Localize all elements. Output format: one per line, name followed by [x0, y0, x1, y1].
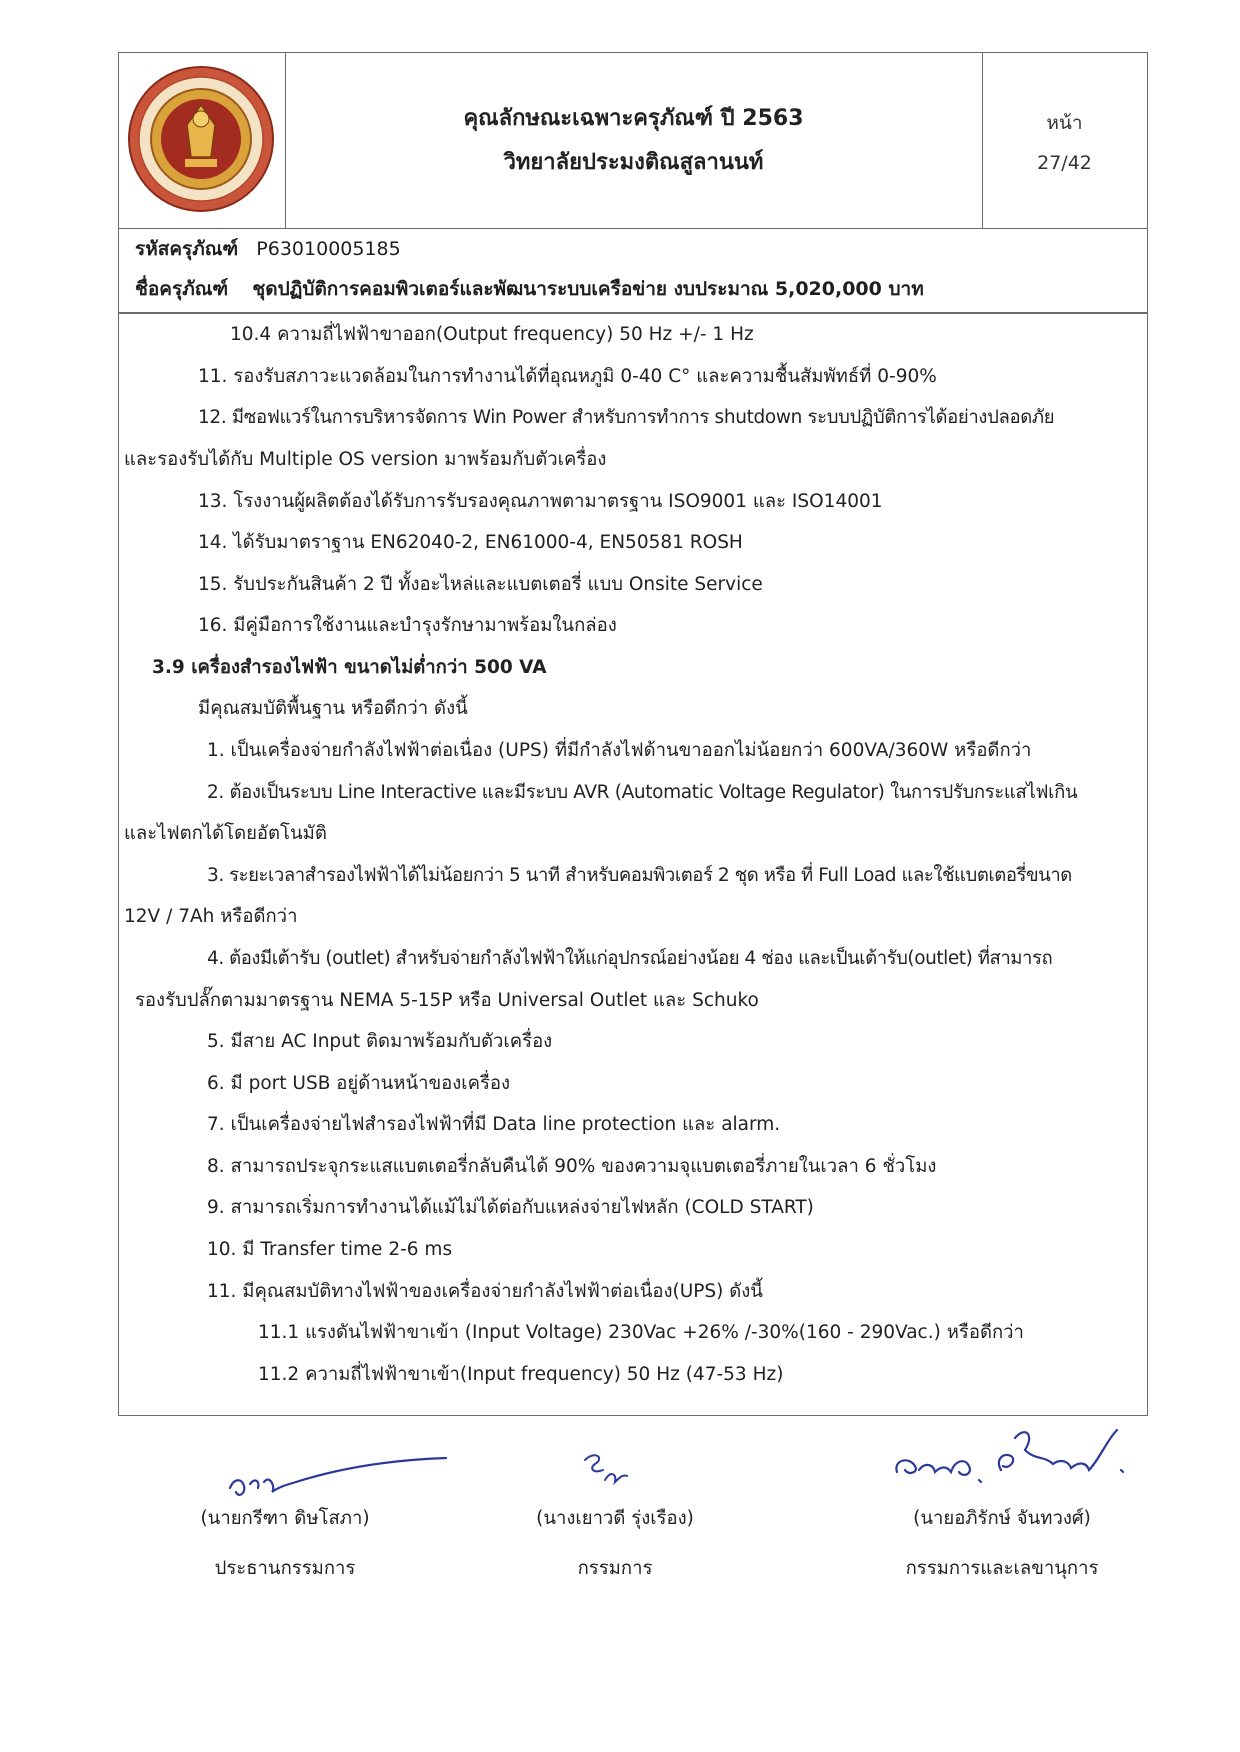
spec-line: 11.2 ความถี่ไฟฟ้าขาเข้า(Input frequency) 50 Hz (47-53 Hz) — [258, 1364, 784, 1385]
vocational-education-commission-seal-icon — [123, 61, 279, 217]
spec-line: 15. รับประกันสินค้า 2 ปี ทั้งอะไหล่และแบตเตอรี่ แบบ Onsite Service — [198, 574, 763, 595]
spec-line: 3. ระยะเวลาสำรองไฟฟ้าได้ไม่น้อยกว่า 5 นาที สำหรับคอมพิวเตอร์ 2 ชุด หรือ ที่ Full Load และใช้แบตเตอรี่ขนาด — [207, 865, 1072, 886]
spec-line: 11. รองรับสภาวะแวดล้อมในการทำงานได้ที่อุณหภูมิ 0-40 C° และความชื้นสัมพัทธ์ที่ 0-90% — [198, 366, 937, 387]
signature-mark-secretary — [885, 1420, 1145, 1500]
equipment-code-row — [135, 229, 1131, 269]
page-number: 27/42 — [1037, 151, 1092, 174]
spec-line: 5. มีสาย AC Input ติดมาพร้อมกับตัวเครื่อง — [207, 1031, 553, 1052]
logo-cell — [119, 53, 286, 228]
signatory-name: (นางเยาวดี รุ่งเรือง) — [536, 1508, 694, 1529]
spec-line: 9. สามารถเริ่มการทำงานได้แม้ไม่ได้ต่อกับแหล่งจ่ายไฟหลัก (COLD START) — [207, 1197, 814, 1218]
spec-line: 10. มี Transfer time 2-6 ms — [207, 1239, 453, 1260]
spec-line: 2. ต้องเป็นระบบ Line Interactive และมีระบบ AVR (Automatic Voltage Regulator) ในการปรับกระแสไฟเกิน — [207, 782, 1078, 803]
spec-line: 12V / 7Ah หรือดีกว่า — [124, 906, 298, 927]
equipment-name-row — [135, 269, 1131, 309]
signatory-role: กรรมการ — [577, 1558, 653, 1579]
signatory-name: (นายอภิรักษ์ จันทวงศ์) — [913, 1508, 1091, 1529]
document-title: คุณลักษณะเฉพาะครุภัณฑ์ ปี 2563 — [463, 105, 804, 131]
signatory-name: (นายกรีฑา ดิษโสภา) — [200, 1508, 370, 1529]
equipment-name-label: ชื่อครุภัณฑ์ — [135, 278, 229, 300]
document-header — [118, 52, 1148, 229]
page-label: หน้า — [1046, 111, 1083, 134]
institution-name: วิทยาลัยประมงติณสูลานนท์ — [503, 149, 764, 175]
spec-line: 8. สามารถประจุกระแสแบตเตอรี่กลับคืนได้ 90% ของความจุแบตเตอรี่ภายในเวลา 6 ชั่วโมง — [207, 1156, 937, 1177]
signature-block-member — [495, 1502, 735, 1586]
title-cell — [285, 53, 983, 228]
spec-line: 12. มีซอฟแวร์ในการบริหารจัดการ Win Power สำหรับการทำการ shutdown ระบบปฏิบัติการได้อย่างปลอดภัย — [198, 407, 1055, 428]
signature-mark-chairman — [220, 1438, 460, 1508]
spec-line: มีคุณสมบัติพื้นฐาน หรือดีกว่า ดังนี้ — [198, 698, 468, 719]
spec-line: 11.1 แรงดันไฟฟ้าขาเข้า (Input Voltage) 230Vac +26% /-30%(160 - 290Vac.) หรือดีกว่า — [258, 1322, 1024, 1343]
spec-line: 14. ได้รับมาตราฐาน EN62040-2, EN61000-4, EN50581 ROSH — [198, 532, 743, 553]
spec-line: 10.4 ความถี่ไฟฟ้าขาออก(Output frequency) 50 Hz +/- 1 Hz — [230, 324, 754, 345]
equipment-code-value: P63010005185 — [256, 238, 401, 260]
signatory-role: กรรมการและเลขานุการ — [905, 1558, 1099, 1579]
spec-line: และรองรับได้กับ Multiple OS version มาพร้อมกับตัวเครื่อง — [124, 449, 607, 470]
spec-line: 4. ต้องมีเต้ารับ (outlet) สำหรับจ่ายกำลังไฟฟ้าให้แก่อุปกรณ์อย่างน้อย 4 ช่อง และเป็นเต้ารับ(outlet) ที่สามารถ — [207, 948, 1053, 969]
signature-block-chairman — [165, 1502, 405, 1586]
spec-line: รองรับปลั๊กตามมาตรฐาน NEMA 5-15P หรือ Universal Outlet และ Schuko — [135, 990, 759, 1011]
signature-block-secretary — [872, 1502, 1132, 1586]
spec-line: 16. มีคู่มือการใช้งานและบำรุงรักษามาพร้อมในกล่อง — [198, 615, 617, 636]
signature-mark-member — [575, 1440, 635, 1500]
spec-line: และไฟตกได้โดยอัตโนมัติ — [124, 823, 327, 844]
spec-line: 7. เป็นเครื่องจ่ายไฟสำรองไฟฟ้าที่มี Data line protection และ alarm. — [207, 1114, 781, 1135]
spec-line: 13. โรงงานผู้ผลิตต้องได้รับการรับรองคุณภาพตามาตรฐาน ISO9001 และ ISO14001 — [198, 491, 883, 512]
spec-line: 6. มี port USB อยู่ด้านหน้าของเครื่อง — [207, 1073, 511, 1094]
equipment-name-value: ชุดปฏิบัติการคอมพิวเตอร์และพัฒนาระบบเครือข่าย งบประมาณ 5,020,000 บาท — [252, 278, 924, 300]
equipment-code-label: รหัสครุภัณฑ์ — [135, 238, 239, 260]
equipment-info — [118, 229, 1148, 313]
spec-line: 11. มีคุณสมบัติทางไฟฟ้าของเครื่องจ่ายกำลังไฟฟ้าต่อเนื่อง(UPS) ดังนี้ — [207, 1281, 763, 1302]
section-heading: 3.9 เครื่องสำรองไฟฟ้า ขนาดไม่ต่ำกว่า 500 VA — [152, 657, 547, 678]
spec-line: 1. เป็นเครื่องจ่ายกำลังไฟฟ้าต่อเนื่อง (UPS) ที่มีกำลังไฟด้านขาออกไม่น้อยกว่า 600VA/360W หรือดีกว่า — [207, 740, 1032, 761]
signatory-role: ประธานกรรมการ — [214, 1558, 356, 1579]
page-cell — [982, 53, 1147, 228]
